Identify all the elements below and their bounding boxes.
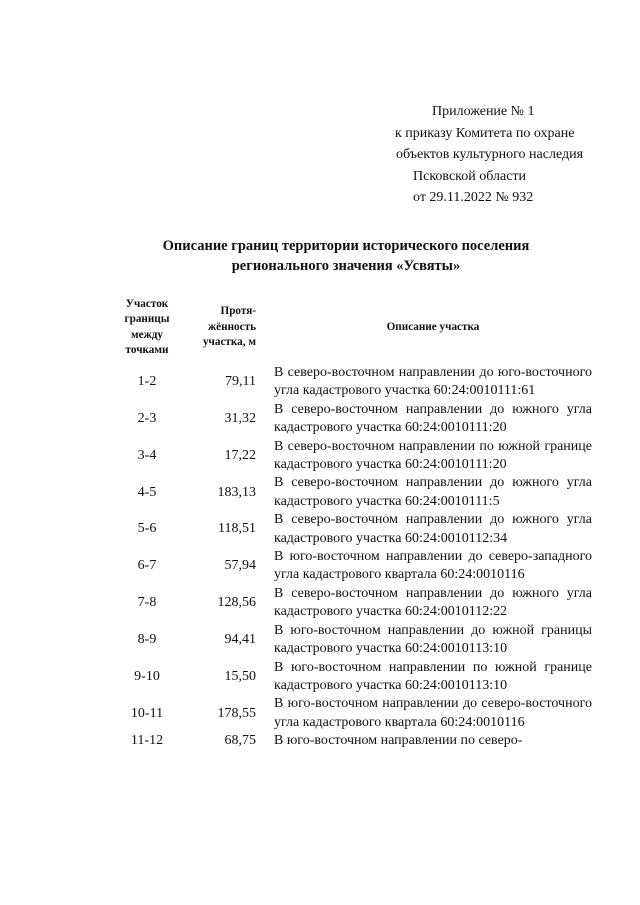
boundary-table [104, 291, 592, 751]
title-line-2: регионального значения «Усвяты» [231, 258, 461, 274]
table-row [104, 622, 592, 659]
segment-cell: 7-8 [137, 595, 157, 611]
description-cell [264, 695, 592, 732]
length-cell: 178,55 [217, 705, 256, 721]
description-text: В юго-восточном направлении по южной границе кадастрового участка 60:24:0010113:10 [274, 659, 592, 693]
description-text: В северо-восточном направлении до южного угла кадастрового участка 60:24:0010112:34 [274, 512, 592, 546]
committee-name: объектов культурного наследия [396, 147, 584, 163]
description-cell [264, 511, 592, 548]
description-cell [264, 732, 592, 750]
appendix-header [386, 101, 626, 209]
segment-cell: 11-12 [130, 733, 164, 749]
length-cell: 183,13 [217, 484, 256, 500]
table-row [104, 438, 592, 475]
length-cell: 15,50 [224, 668, 256, 684]
table-row [104, 585, 592, 622]
header-text: границы [124, 313, 170, 325]
length-cell: 31,32 [224, 411, 256, 427]
table-row [104, 732, 592, 750]
description-cell [264, 659, 592, 696]
description-text: В северо-восточном направлении до южного угла кадастрового участка 60:24:0010112:22 [274, 585, 592, 620]
description-text: В северо-восточном направлении до юго-восточного угла кадастрового участка 60:24:0010111:61 [274, 365, 592, 399]
description-text: В северо-восточном направлении до южного угла кадастрового участка 60:24:0010111:5 [274, 475, 592, 509]
table-row [104, 474, 592, 511]
page-title [0, 236, 640, 276]
length-cell: 17,22 [224, 447, 256, 463]
table-row [104, 548, 592, 585]
table-row [104, 695, 592, 732]
length-cell: 94,41 [224, 631, 256, 647]
header-text: жённость [208, 320, 256, 333]
description-cell [264, 548, 592, 585]
appendix-number: Приложение № 1 [432, 104, 535, 119]
segment-cell: 6-7 [137, 558, 157, 574]
header-text: участка, м [202, 336, 256, 349]
length-cell: 128,56 [217, 595, 256, 611]
length-cell: 118,51 [218, 521, 256, 537]
header-text: Протя- [220, 305, 256, 318]
description-cell [264, 364, 592, 401]
description-text: В северо-восточном направлении до южного угла кадастрового участка 60:24:0010111:20 [274, 401, 592, 436]
table-row [104, 659, 592, 696]
order-date: от 29.11.2022 № 932 [413, 190, 534, 206]
description-text: В юго-восточном направлении до северо-восточного угла кадастрового квартала 60:24:0010116 [274, 696, 592, 730]
length-column-header [190, 291, 264, 364]
description-column-header: Описание участка [386, 320, 480, 333]
length-cell: 57,94 [224, 558, 256, 574]
segment-cell: 3-4 [137, 447, 157, 463]
description-text: В северо-восточном направлении по южной границе кадастрового участка 60:24:0010111:20 [274, 438, 592, 473]
segment-cell: 5-6 [137, 521, 157, 537]
title-line-1: Описание границ территории исторического поселения [162, 238, 530, 254]
description-cell [264, 438, 592, 475]
description-text: В юго-восточном направлении до южной границы кадастрового участка 60:24:0010113:10 [274, 622, 592, 657]
header-text: между [131, 328, 163, 341]
segment-cell: 2-3 [137, 411, 157, 427]
description-cell [264, 474, 592, 511]
region-name: Псковской области [413, 168, 527, 184]
segment-cell: 8-9 [137, 631, 157, 647]
segment-cell: 1-2 [137, 374, 157, 390]
header-text: точками [125, 344, 169, 356]
segment-cell: 4-5 [137, 484, 157, 500]
header-text: Участок [125, 297, 169, 310]
order-reference: к приказу Комитета по охране [395, 125, 575, 141]
description-text: В юго-восточном направлении до северо-западного угла кадастрового квартала 60:24:0010116 [274, 549, 592, 583]
segment-cell: 9-10 [134, 668, 160, 684]
description-cell [264, 585, 592, 622]
segment-column-header [104, 291, 190, 364]
table-row [104, 364, 592, 401]
length-cell: 79,11 [225, 374, 256, 390]
length-cell: 68,75 [224, 733, 256, 749]
description-cell [264, 622, 592, 659]
table-row [104, 401, 592, 438]
description-text: В юго-восточном направлении по северо- [274, 733, 523, 749]
table-row [104, 511, 592, 548]
description-cell [264, 401, 592, 438]
segment-cell: 10-11 [130, 705, 164, 721]
table-header-row [104, 291, 592, 364]
